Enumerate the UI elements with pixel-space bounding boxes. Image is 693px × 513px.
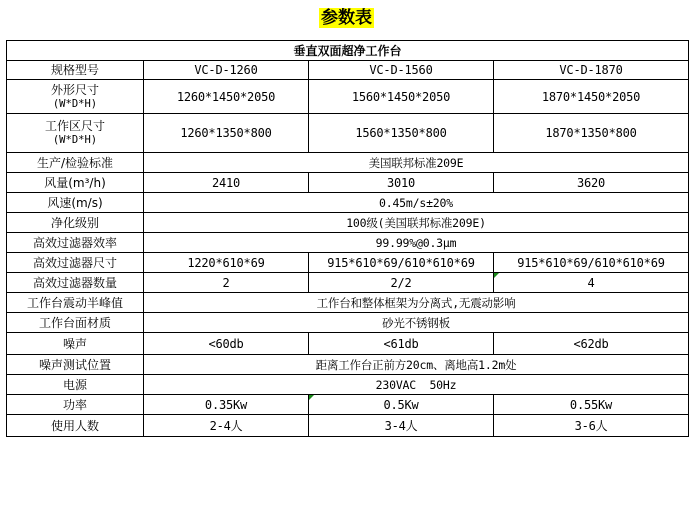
table-row: [7, 213, 689, 233]
table-row: [7, 395, 689, 415]
table-cell: 1260*1450*2050: [144, 80, 309, 114]
table-cell: 0.55Kw: [494, 395, 689, 415]
table-row: [7, 61, 689, 80]
row-label-sub: (W*D*H): [52, 97, 98, 110]
table-row: [7, 253, 689, 273]
table-cell: 915*610*69/610*610*69: [494, 253, 689, 273]
row-label: [7, 114, 144, 153]
table-cell: 2: [144, 273, 309, 293]
table-row: [7, 333, 689, 355]
table-cell: <61db: [309, 333, 494, 355]
table-title: 垂直双面超净工作台: [7, 41, 689, 61]
table-cell: 4: [494, 273, 689, 293]
table-cell: 1870*1350*800: [494, 114, 689, 153]
row-label: 规格型号: [7, 61, 144, 80]
table-cell: 工作台和整体框架为分离式,无震动影响: [144, 293, 689, 313]
row-label: 高效过滤器数量: [7, 273, 144, 293]
row-label: 电源: [7, 375, 144, 395]
row-label: 工作台面材质: [7, 313, 144, 333]
table-cell: 美国联邦标准209E: [144, 153, 689, 173]
row-label: 风量(m³/h): [7, 173, 144, 193]
table-cell: VC-D-1870: [494, 61, 689, 80]
table-cell: 99.99%@0.3μm: [144, 233, 689, 253]
table-cell: 0.45m/s±20%: [144, 193, 689, 213]
row-label: 工作台震动半峰值: [7, 293, 144, 313]
row-label: 净化级别: [7, 213, 144, 233]
table-cell: <62db: [494, 333, 689, 355]
table-row: [7, 173, 689, 193]
row-label: 风速(m/s): [7, 193, 144, 213]
table-row: [7, 415, 689, 437]
table-row: [7, 375, 689, 395]
row-label: 使用人数: [7, 415, 144, 437]
table-cell: 1870*1450*2050: [494, 80, 689, 114]
row-label: 生产/检验标准: [7, 153, 144, 173]
table-cell: 3-6人: [494, 415, 689, 437]
table-cell: 100级(美国联邦标准209E): [144, 213, 689, 233]
row-label-sub: (W*D*H): [52, 134, 98, 146]
table-cell: 915*610*69/610*610*69: [309, 253, 494, 273]
table-title-row: [7, 41, 689, 61]
row-label: [7, 80, 144, 114]
row-label: 功率: [7, 395, 144, 415]
row-label-main: 工作区尺寸: [44, 119, 105, 133]
table-cell: 3010: [309, 173, 494, 193]
table-row: [7, 273, 689, 293]
table-cell: 1560*1350*800: [309, 114, 494, 153]
table-row: [7, 293, 689, 313]
table-row: [7, 355, 689, 375]
table-cell: 2410: [144, 173, 309, 193]
table-cell: 3-4人: [309, 415, 494, 437]
row-label: 高效过滤器效率: [7, 233, 144, 253]
spec-table: [6, 40, 689, 437]
table-cell: 1220*610*69: [144, 253, 309, 273]
table-cell: VC-D-1560: [309, 61, 494, 80]
document-title: [0, 7, 693, 29]
table-row: [7, 193, 689, 213]
table-row: [7, 153, 689, 173]
table-row: [7, 233, 689, 253]
row-label: 噪声: [7, 333, 144, 355]
table-cell: 砂光不锈钢板: [144, 313, 689, 333]
table-row: [7, 313, 689, 333]
table-cell: 1560*1450*2050: [309, 80, 494, 114]
table-cell: 2/2: [309, 273, 494, 293]
table-cell: <60db: [144, 333, 309, 355]
table-cell: 2-4人: [144, 415, 309, 437]
table-cell: 0.35Kw: [144, 395, 309, 415]
table-cell: 0.5Kw: [309, 395, 494, 415]
row-label: 噪声测试位置: [7, 355, 144, 375]
table-row: [7, 114, 689, 153]
row-label: 高效过滤器尺寸: [7, 253, 144, 273]
table-cell: 3620: [494, 173, 689, 193]
document-title-text: 参数表: [321, 8, 372, 28]
table-cell: VC-D-1260: [144, 61, 309, 80]
table-cell: 距离工作台正前方20cm、离地高1.2m处: [144, 355, 689, 375]
table-cell: 1260*1350*800: [144, 114, 309, 153]
table-row: [7, 80, 689, 114]
table-cell: 230VAC 50Hz: [144, 375, 689, 395]
row-label-main: 外形尺寸: [50, 82, 99, 97]
